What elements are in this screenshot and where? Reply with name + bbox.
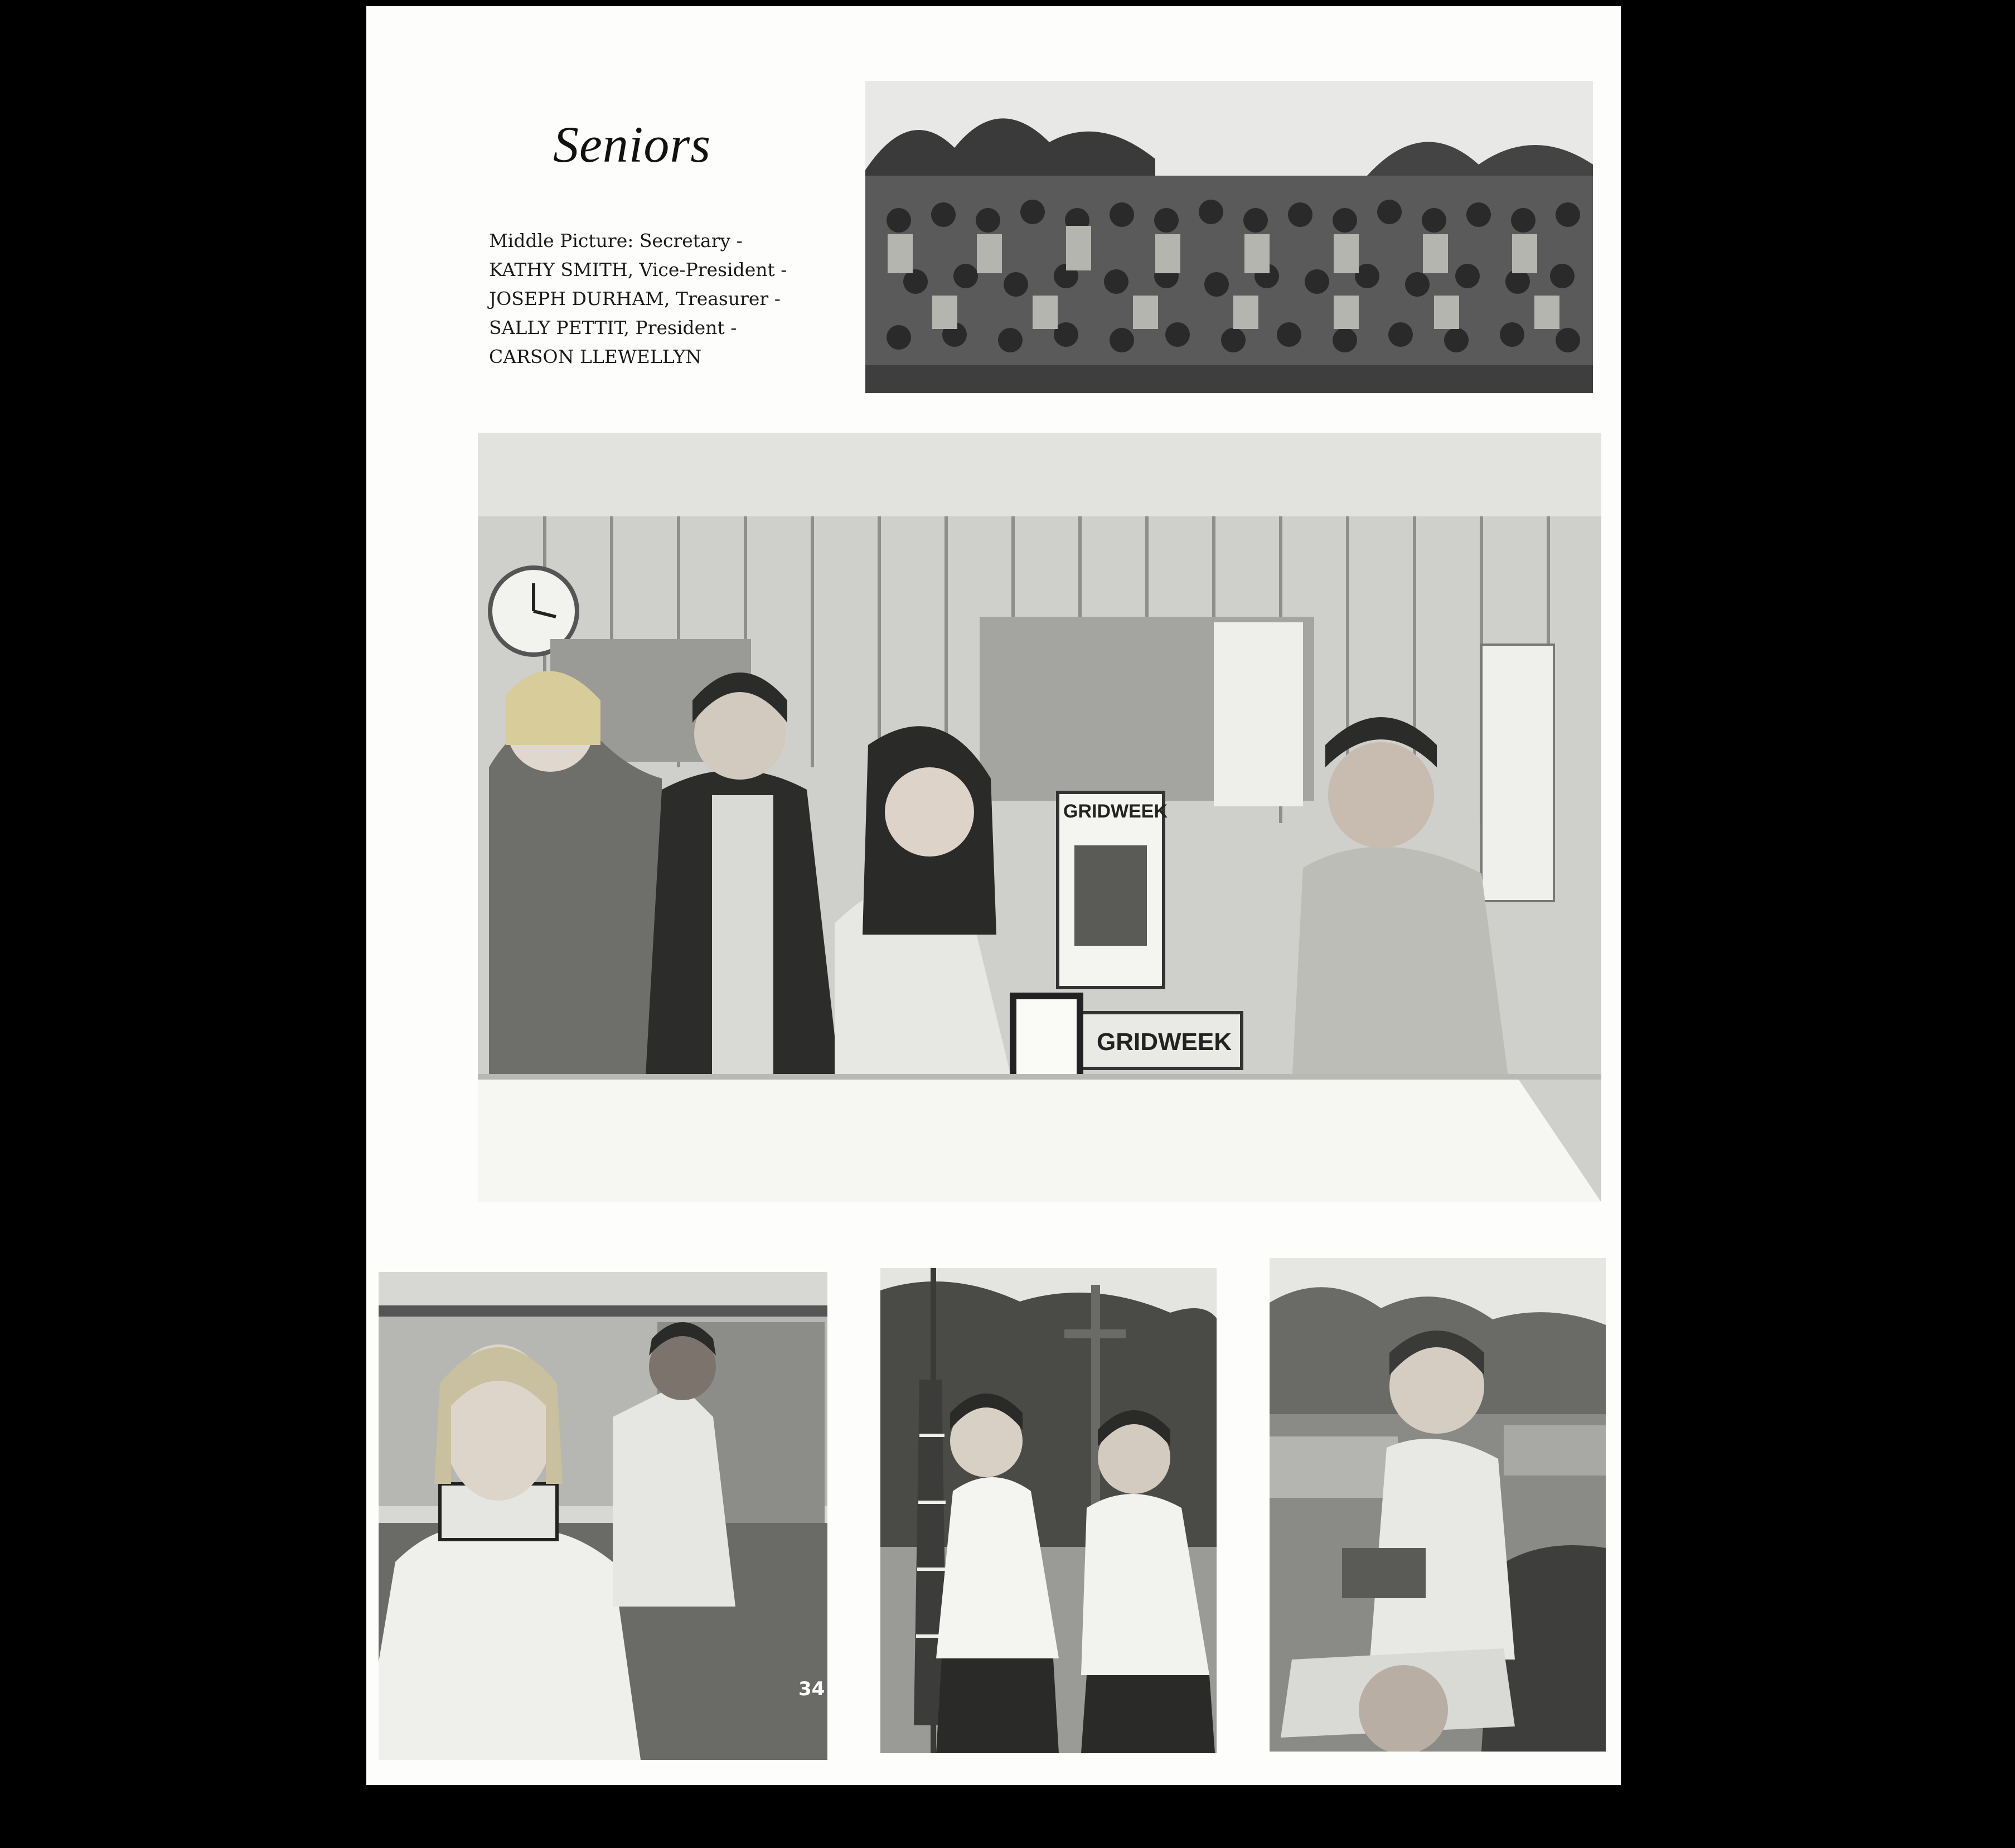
caption-line: KATHY SMITH, Vice-President -: [489, 259, 787, 280]
page-title: Seniors: [553, 116, 711, 173]
caption-line: SALLY PETTIT, President -: [489, 317, 737, 338]
yearbook-page: [366, 6, 1621, 1785]
altar-servers-photo: [880, 1268, 1217, 1753]
caption-line: CARSON LLEWELLYN: [489, 346, 702, 367]
caption-line: Middle Picture: Secretary -: [489, 230, 743, 251]
gridweek-sign-upper: GRIDWEEK: [1063, 801, 1168, 822]
photo-caption: [489, 226, 857, 371]
gridweek-sign-lower: GRIDWEEK: [1097, 1028, 1232, 1056]
student-sweater-photo: [379, 1272, 827, 1760]
page-number: 34: [798, 1678, 825, 1700]
student-on-car-photo: [1270, 1258, 1606, 1752]
senior-class-group-photo: [865, 81, 1593, 393]
class-officers-photo: [478, 433, 1601, 1202]
caption-line: JOSEPH DURHAM, Treasurer -: [489, 288, 781, 309]
